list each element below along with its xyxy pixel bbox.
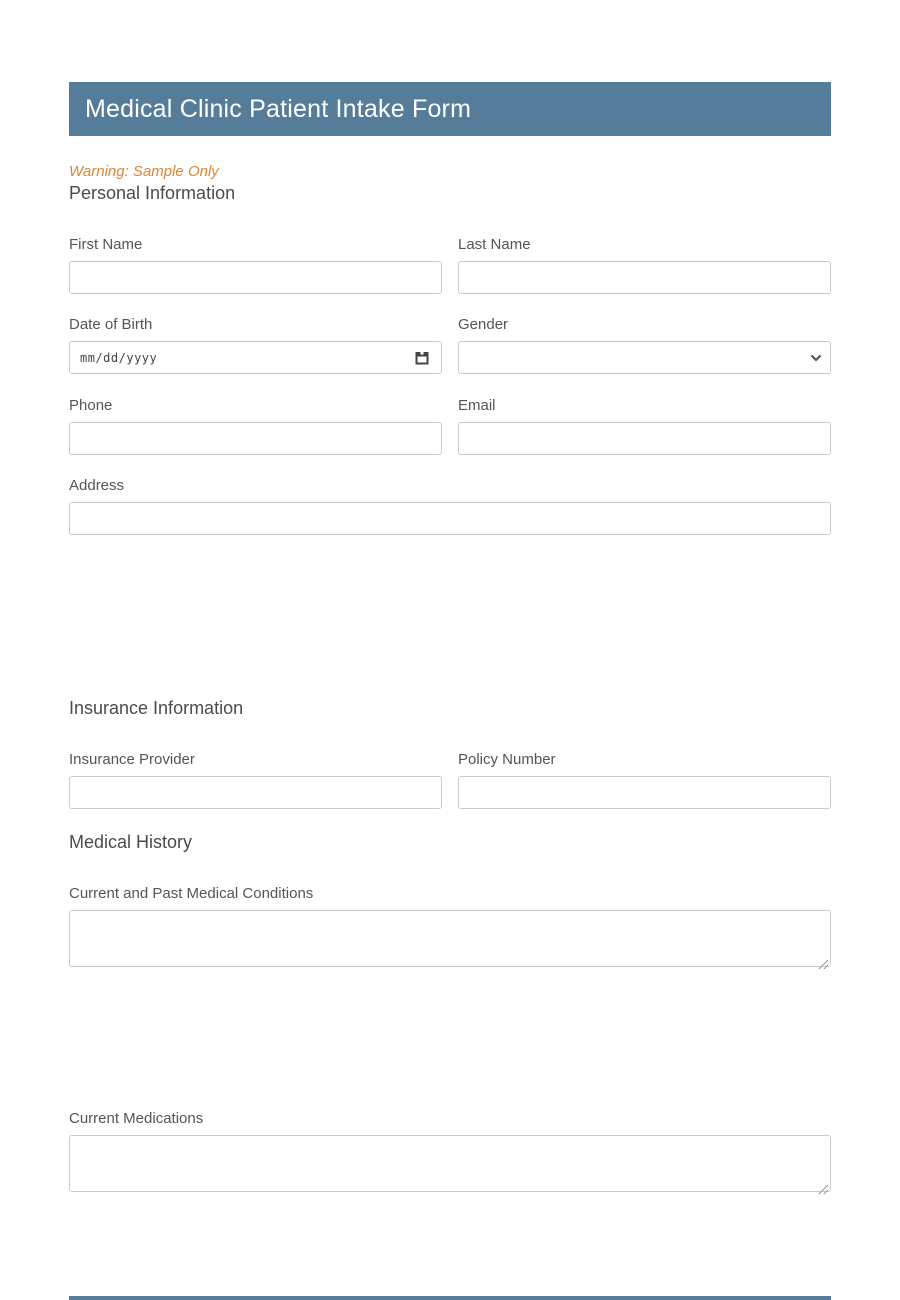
gender-label: Gender — [458, 316, 509, 333]
last-name-input[interactable] — [458, 261, 831, 294]
policy-number-input[interactable] — [458, 776, 831, 809]
gender-field-group — [458, 316, 831, 374]
insurance-provider-field-group — [69, 751, 442, 809]
dob-field-group — [69, 316, 442, 374]
form-header-bar — [69, 82, 831, 136]
email-label: Email — [458, 397, 496, 414]
phone-field-group — [69, 397, 442, 455]
insurance-provider-label: Insurance Provider — [69, 751, 195, 768]
page-title: Medical Clinic Patient Intake Form — [85, 94, 472, 123]
email-field-group — [458, 397, 831, 455]
medical-conditions-textarea[interactable] — [69, 910, 831, 967]
medical-conditions-field-group — [69, 885, 831, 972]
personal-info-heading: Personal Information — [69, 183, 236, 203]
insurance-info-heading: Insurance Information — [69, 698, 244, 718]
current-medications-label: Current Medications — [69, 1110, 204, 1127]
last-name-label: Last Name — [458, 236, 531, 253]
address-label: Address — [69, 477, 125, 494]
form-container — [69, 82, 831, 1300]
current-medications-textarea[interactable] — [69, 1135, 831, 1192]
phone-label: Phone — [69, 397, 113, 414]
policy-number-label: Policy Number — [458, 751, 556, 768]
first-name-input[interactable] — [69, 261, 442, 294]
gender-select[interactable] — [458, 341, 831, 374]
address-field-group — [69, 477, 831, 535]
first-name-field-group — [69, 236, 442, 294]
next-section-bar-partial[interactable] — [69, 1296, 831, 1300]
policy-number-field-group — [458, 751, 831, 809]
first-name-label: First Name — [69, 236, 143, 253]
address-input[interactable] — [69, 502, 831, 535]
phone-input[interactable] — [69, 422, 442, 455]
medical-history-heading: Medical History — [69, 832, 193, 852]
sample-warning-text: Warning: Sample Only — [69, 163, 219, 180]
dob-input[interactable] — [69, 341, 442, 374]
insurance-provider-input[interactable] — [69, 776, 442, 809]
medical-conditions-label: Current and Past Medical Conditions — [69, 885, 314, 902]
email-input[interactable] — [458, 422, 831, 455]
last-name-field-group — [458, 236, 831, 294]
current-medications-field-group — [69, 1110, 831, 1197]
dob-label: Date of Birth — [69, 316, 153, 333]
